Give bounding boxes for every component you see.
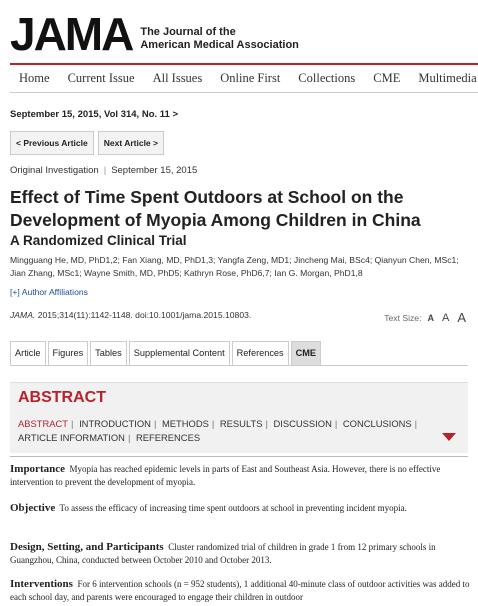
text-size-medium[interactable]: A <box>441 311 450 324</box>
citation-journal: JAMA. <box>10 310 36 320</box>
section-jump-links: ABSTRACT | INTRODUCTION | METHODS | RESULTS | DISCUSSION | CONCLUSIONS | ARTICLE INFORMATION | REFERENCES <box>18 418 418 443</box>
section-link-discussion[interactable]: DISCUSSION <box>273 418 332 429</box>
tab-supplemental-content[interactable]: Supplemental Content <box>129 341 230 365</box>
section-heading: Interventions <box>10 578 73 590</box>
nav-cme[interactable]: CME <box>373 70 401 85</box>
abstract-importance <box>10 463 472 489</box>
jama-logo[interactable]: JAMA <box>10 8 133 60</box>
citation-details: 2015;314(11):1142-1148. doi:10.1001/jama.2015.10803. <box>35 310 252 320</box>
nav-collections[interactable]: Collections <box>298 70 356 85</box>
main-navigation <box>10 66 478 90</box>
article-citation <box>10 310 251 320</box>
nav-divider <box>10 92 478 93</box>
section-heading: Importance <box>10 463 65 475</box>
tabs-divider <box>10 365 468 366</box>
section-heading: Design, Setting, and Participants <box>10 541 164 553</box>
section-text: Myopia has reached epidemic levels in parts of East and Southeast Asia. However, there is no effective intervention to prevent the development of myopia. <box>10 464 441 487</box>
section-heading: Objective <box>10 502 56 514</box>
journal-tagline: The Journal of the American Medical Association <box>140 26 299 51</box>
author-affiliations-toggle[interactable]: [+] Author Affiliations <box>10 287 88 297</box>
tab-references[interactable]: References <box>232 341 289 365</box>
nav-current-issue[interactable]: Current Issue <box>67 70 135 85</box>
section-link-results[interactable]: RESULTS <box>219 418 263 429</box>
text-size-small[interactable]: A <box>427 312 434 323</box>
section-link-article-information[interactable]: ARTICLE INFORMATION <box>18 432 125 443</box>
abstract-objective <box>10 502 472 515</box>
tab-figures[interactable]: Figures <box>48 341 89 365</box>
abstract-design-setting <box>10 541 472 567</box>
nav-all-issues[interactable]: All Issues <box>152 70 203 85</box>
section-link-introduction[interactable]: INTRODUCTION <box>79 418 151 429</box>
text-size-control <box>384 310 466 325</box>
abstract-heading: ABSTRACT <box>18 389 106 406</box>
header-divider <box>10 63 478 65</box>
journal-brand[interactable] <box>10 8 299 60</box>
tab-tables[interactable]: Tables <box>90 341 127 365</box>
article-type: Original Investigation <box>10 165 99 176</box>
previous-article-button[interactable]: < Previous Article <box>10 131 94 155</box>
nav-online-first[interactable]: Online First <box>220 70 281 85</box>
abstract-divider <box>10 456 468 457</box>
article-tabs <box>10 341 323 366</box>
section-link-methods[interactable]: METHODS <box>161 418 209 429</box>
nav-multimedia[interactable]: Multimedia <box>418 70 477 85</box>
section-link-abstract[interactable]: ABSTRACT <box>18 418 69 429</box>
section-link-references[interactable]: REFERENCES <box>136 432 201 443</box>
article-pager <box>10 131 168 155</box>
abstract-panel <box>10 382 468 453</box>
collapse-triangle-icon[interactable] <box>442 433 456 441</box>
issue-link[interactable]: September 15, 2015, Vol 314, No. 11 > <box>10 109 179 120</box>
section-text: For 6 intervention schools (n = 952 students), 1 additional 40-minute class of outdoor activities was added to each school day, and parents were encouraged to engage their children in outdoor <box>10 579 470 602</box>
next-article-button[interactable]: Next Article > <box>98 131 164 155</box>
article-subtitle: A Randomized Clinical Trial <box>10 233 187 248</box>
section-link-conclusions[interactable]: CONCLUSIONS <box>342 418 412 429</box>
section-text: Cluster randomized trial of children in grade 1 from 12 primary schools in Guangzhou, China, conducted between October 2010 and October 2013. <box>10 542 436 565</box>
nav-home[interactable]: Home <box>19 70 50 85</box>
article-date: September 15, 2015 <box>111 165 198 176</box>
section-text: To assess the efficacy of increasing time spent outdoors at school in preventing incident myopia. <box>59 503 407 513</box>
text-size-label: Text Size: <box>384 312 422 323</box>
text-size-large[interactable]: A <box>457 310 466 325</box>
tab-article[interactable]: Article <box>10 341 46 366</box>
author-list[interactable]: Mingguang He, MD, PhD1,2; Fan Xiang, MD, PhD1,3; Yangfa Zeng, MD1; Jincheng Mai, BSc4; Qianyun Chen, MSc1; Jian Zhang, MSc1; Wayne Smith, MD, PhD5; Kathryn Rose, PhD6,7; Ian G. Morgan, PhD1,8 <box>10 255 459 278</box>
tab-cme[interactable]: CME <box>291 341 321 365</box>
article-title: Effect of Time Spent Outdoors at School on the Development of Myopia Among Children in China <box>10 187 421 230</box>
abstract-interventions <box>10 578 472 604</box>
article-meta: Original Investigation | September 15, 2015 <box>10 165 198 176</box>
